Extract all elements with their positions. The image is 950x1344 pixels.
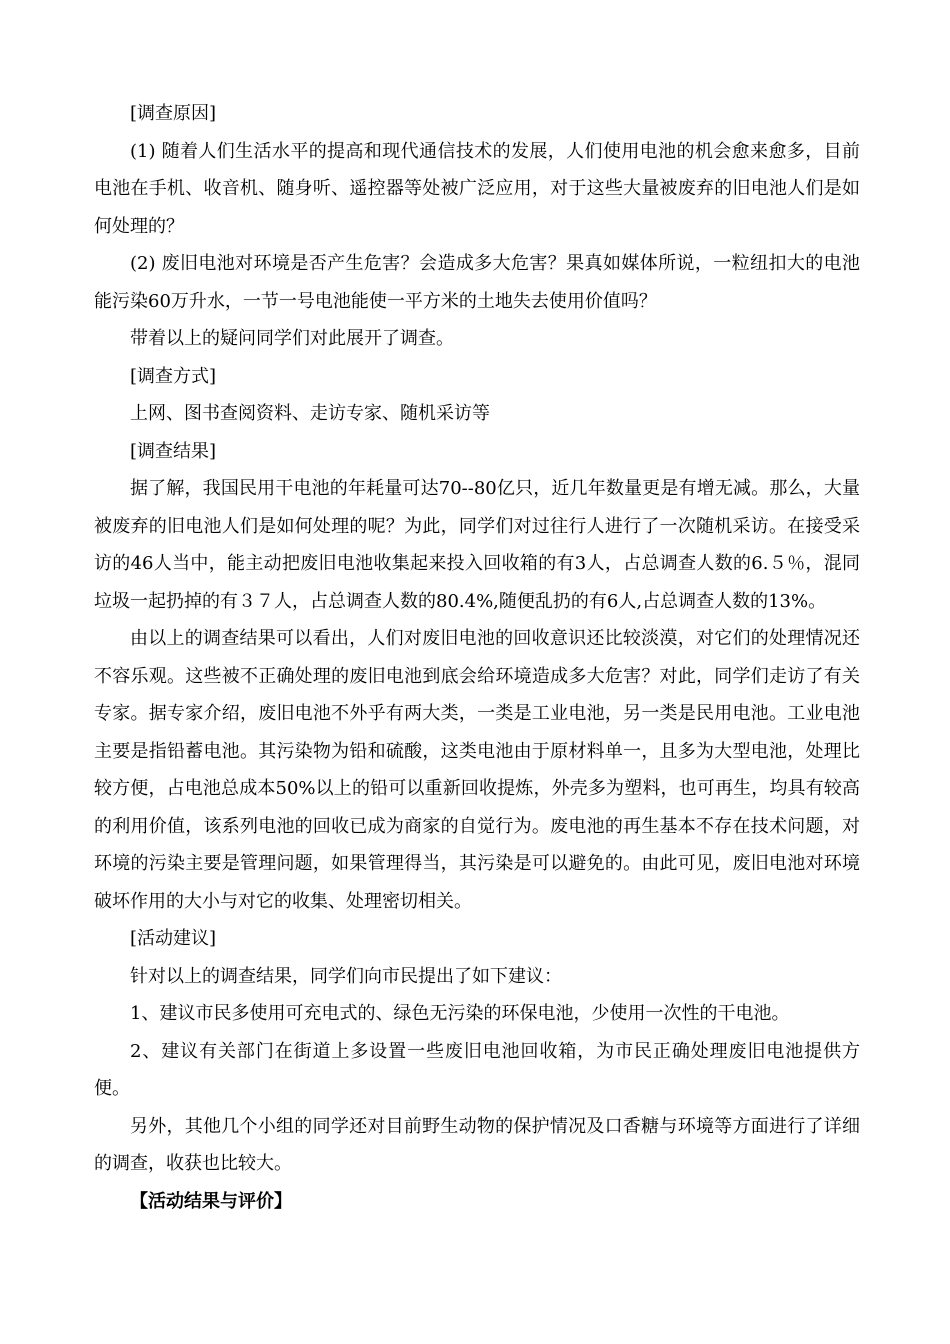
paragraph-suggestion-intro: 针对以上的调查结果，同学们向市民提出了如下建议： [130, 965, 562, 987]
paragraph-other-groups: 另外，其他几个小组的同学还对目前野生动物的保护情况及口香糖与环境等方面进行了详细的调查，收获也比较大。 [94, 1115, 860, 1174]
heading-survey-method: [调查方式] [130, 365, 217, 387]
document-page [94, 95, 860, 1220]
heading-survey-result: [调查结果] [130, 440, 217, 462]
paragraph-result-1: 据了解，我国民用干电池的年耗量可达70--80亿只，近几年数量更是有增无减。那么，大量被废弃的旧电池人们是如何处理的呢？为此，同学们对过往行人进行了一次随机采访。在接受采访的46人当中，能主动把废旧电池收集起来投入回收箱的有3人，占总调查人数的6.５％，混同垃圾一起扔掉的有３７人，占总调查人数的80.4%,随便乱扔的有6人,占总调查人数的13%。 [94, 478, 860, 612]
paragraph-method: 上网、图书查阅资料、走访专家、随机采访等 [130, 403, 490, 424]
paragraph-suggestion-2: 2、建议有关部门在街道上多设置一些废旧电池回收箱，为市民正确处理废旧电池提供方便。 [94, 1040, 860, 1099]
paragraph-reason-1: (1) 随着人们生活水平的提高和现代通信技术的发展，人们使用电池的机会愈来愈多，目前电池在手机、收音机、随身听、遥控器等处被广泛应用，对于这些大量被废弃的旧电池人们是如何处理的？ [94, 140, 860, 237]
heading-activity-suggestion: [活动建议] [130, 928, 217, 949]
paragraph-intro: 带着以上的疑问同学们对此展开了调查。 [130, 328, 454, 349]
paragraph-suggestion-1: 1、建议市民多使用可充电式的、绿色无污染的环保电池，少使用一次性的干电池。 [130, 1003, 790, 1024]
heading-survey-reason: [调查原因] [130, 103, 217, 124]
paragraph-reason-2: (2) 废旧电池对环境是否产生危害？会造成多大危害？果真如媒体所说，一粒纽扣大的电池能污染60万升水，一节一号电池能使一平方米的土地失去使用价值吗？ [94, 253, 860, 312]
heading-activity-result: 【活动结果与评价】 [130, 1190, 292, 1212]
paragraph-result-2: 由以上的调查结果可以看出，人们对废旧电池的回收意识还比较淡漠，对它们的处理情况还不容乐观。这些被不正确处理的废旧电池到底会给环境造成多大危害？对此，同学们走访了有关专家。据专家介绍，废旧电池不外乎有两大类，一类是工业电池，另一类是民用电池。工业电池主要是指铅蓄电池。其污染物为铅和硫酸，这类电池由于原材料单一，且多为大型电池，处理比较方便，占电池总成本50%以上的铅可以重新回收提炼，外壳多为塑料，也可再生，均具有较高的利用价值，该系列电池的回收已成为商家的自觉行为。废电池的再生基本不存在技术问题，对环境的污染主要是管理问题，如果管理得当，其污染是可以避免的。由此可见，废旧电池对环境破坏作用的大小与对它的收集、处理密切相关。 [94, 628, 860, 912]
